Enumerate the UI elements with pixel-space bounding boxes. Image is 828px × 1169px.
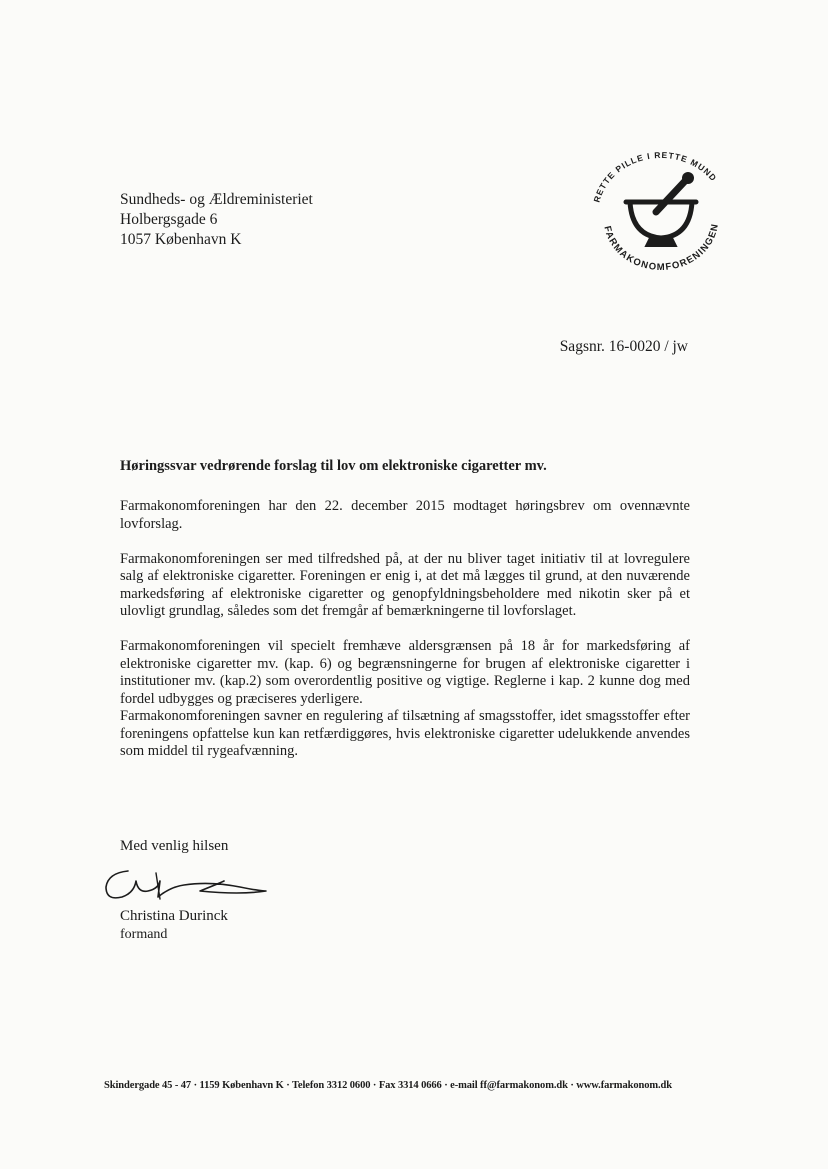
recipient-address [120, 190, 313, 250]
letter-body [120, 498, 690, 761]
farmakonomforeningen-logo [586, 150, 736, 278]
paragraph: Farmakonomforeningen savner en regulering af tilsætning af smagsstoffer, idet smagsstoffer efter foreningens opfattelse kun kan retfærdiggøres, hvis elektroniske cigaretter udelukkende anvendes som middel til rygeafvænning. [120, 708, 690, 759]
recipient-street: Holbergsgade 6 [120, 211, 218, 228]
recipient-name: Sundheds- og Ældreministeriet [120, 191, 313, 208]
svg-text:FARMAKONOMFORENINGEN: FARMAKONOMFORENINGEN [601, 222, 721, 274]
letterhead-footer: Skindergade 45 - 47 · 1159 København K · Telefon 3312 0600 · Fax 3314 0666 · e-mail ff@farmakonom.dk · www.farmakonom.dk [104, 1080, 673, 1091]
paragraph: Farmakonomforeningen har den 22. december 2015 modtaget høringsbrev om ovennævnte lovforslag. [120, 498, 690, 532]
signer-title: formand [120, 927, 168, 942]
paragraph: Farmakonomforeningen vil specielt fremhæve aldersgrænsen på 18 år for markedsføring af elektroniske cigaretter mv. (kap. 6) og begrænsningerne for brugen af elektroniske cigaretter i institutioner mv. (kap.2) som overordentlig positive og vigtige. Reglerne i kap. 2 kunne dog med fordel udbygges og præciseres yderligere. [120, 638, 690, 707]
recipient-city: 1057 København K [120, 231, 242, 248]
closing-greeting: Med venlig hilsen [120, 838, 229, 854]
letter-subject: Høringssvar vedrørende forslag til lov om elektroniske cigaretter mv. [120, 458, 547, 474]
signer-name: Christina Durinck [120, 908, 228, 924]
svg-text:RETTE PILLE I RETTE MUND: RETTE PILLE I RETTE MUND [591, 150, 719, 204]
paragraph: Farmakonomforeningen ser med tilfredshed på, at der nu bliver taget initiativ til at lovregulere salg af elektroniske cigaretter. Foreningen er enig i, at det må lægges til grund, at den nuværende markedsføring af elektroniske cigaretter og genopfyldningsbeholdere med nikotin sker på et ulovligt grundlag, således som det fremgår af bemærkningerne til lovforslaget. [120, 550, 690, 619]
reference-number: Sagsnr. 16-0020 / jw [559, 338, 688, 355]
handwritten-signature [100, 857, 270, 905]
mortar-pestle-icon [586, 150, 736, 278]
